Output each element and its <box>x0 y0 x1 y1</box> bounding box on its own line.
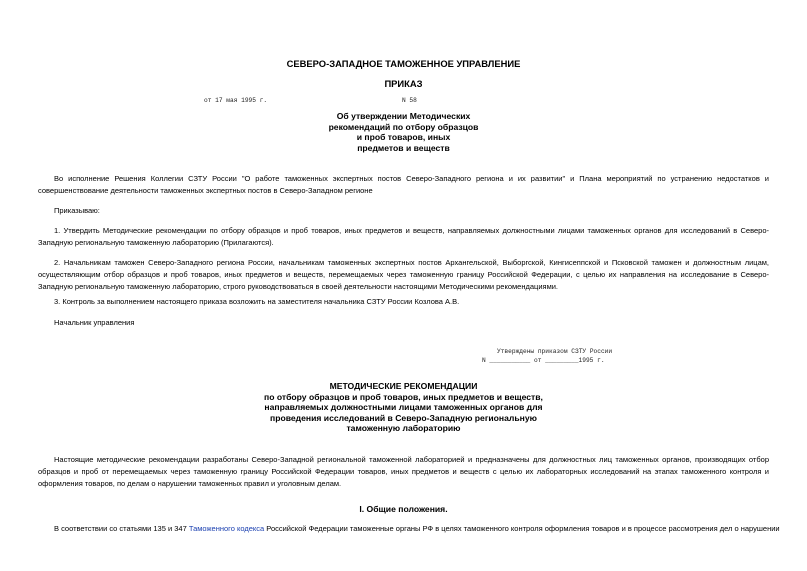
recommendations-title <box>0 381 807 434</box>
order-item-2: 2. Начальникам таможен Северо-Западного региона России, начальникам таможенных экспертных постов Архангельской, Выборгской, Кингисеппской и Псковской таможен и должностным лицам, осуществляющим отбор образцов и проб товаров, иных предметов и веществ, перемещаемых через таможенную границу Российской Федерации, с целью их направления на исследование в Северо-Западную региональную таможенную лабораторию, строго руководствоваться в своей деятельности настоящими Методическими рекомендациями. <box>38 258 769 291</box>
subject-line: и проб товаров, иных <box>356 132 451 142</box>
order-date: от 17 мая 1995 г. <box>204 97 268 104</box>
subject-line: рекомендаций по отбору образцов <box>328 121 479 132</box>
subject-line: предметов и веществ <box>357 142 450 153</box>
recommendations-intro: Настоящие методические рекомендации разработаны Северо-Западной региональной таможенной лабораторией и предназначены для должностных лиц таможенных органов, производящих отбор образцов и проб от перемещаемых через таможенную границу Российской Федерации товаров, иных предметов и веществ с целью их лабораторных исследований на этапах таможенного контроля и оформления товаров, по делам о нарушении таможенных правил и уголовным делам. <box>38 455 769 488</box>
customs-code-link[interactable]: Таможенного кодекса <box>188 524 265 533</box>
rec-title-line: направляемых должностными лицами таможенных органов для <box>264 402 543 412</box>
subject-line: Об утверждении Методических <box>336 111 471 121</box>
org-title: СЕВЕРО-ЗАПАДНОЕ ТАМОЖЕННОЕ УПРАВЛЕНИЕ <box>286 58 521 69</box>
section-1-title: I. Общие положения. <box>359 504 448 514</box>
signature: Начальник управления <box>54 318 135 327</box>
section-1-text: В соответствии со статьями 135 и 347 Таможенного кодекса Российской Федерации таможенные органы РФ в целях таможенного контроля оформления товаров и в процессе рассмотрения дел о нарушении <box>54 524 780 533</box>
approval-line-1: Утверждены приказом СЗТУ России <box>497 348 613 355</box>
rec-title-line: по отбору образцов и проб товаров, иных предметов и веществ, <box>264 391 543 402</box>
rec-title-line: таможенную лабораторию <box>346 423 461 433</box>
order-subject <box>0 111 807 153</box>
approval-line-2: N ___________ от _________1995 г. <box>482 357 605 364</box>
order-word: Приказываю: <box>54 206 100 215</box>
doc-type: ПРИКАЗ <box>384 78 423 89</box>
intro-paragraph: Во исполнение Решения Коллегии СЗТУ России "О работе таможенных экспертных постов Северо-Западного региона и их развитии" и Плана мероприятий по устранению недостатков и совершенствование деятельности таможенных экспертных постов в Северо-Западном регионе <box>38 174 769 195</box>
rec-title-line: проведения исследований в Северо-Западную региональную <box>270 412 537 423</box>
order-number: N 58 <box>402 97 417 104</box>
order-item-1: 1. Утвердить Методические рекомендации по отбору образцов и проб товаров, иных предметов и веществ, направляемых должностными лицами таможенных органов для исследований в Северо-Западную региональную таможенную лабораторию (Прилагаются). <box>38 226 769 247</box>
order-item-3: 3. Контроль за выполнением настоящего приказа возложить на заместителя начальника СЗТУ России Козлова А.В. <box>54 297 460 306</box>
rec-title-line: МЕТОДИЧЕСКИЕ РЕКОМЕНДАЦИИ <box>329 381 478 391</box>
